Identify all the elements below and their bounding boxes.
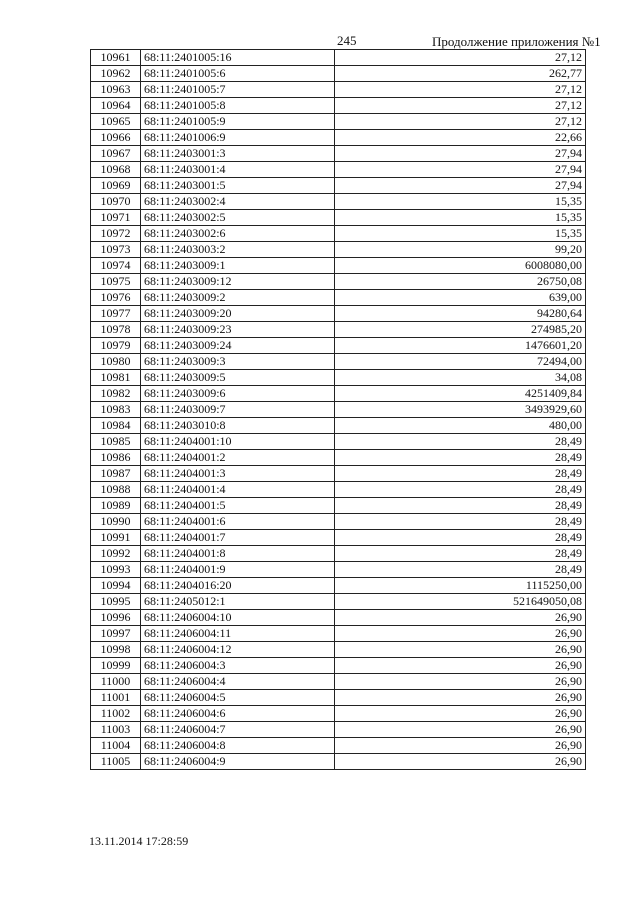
table-row bbox=[91, 562, 586, 578]
cadastral-number-cell: 68:11:2404001:3 bbox=[141, 466, 335, 482]
cadastral-value-cell: 26,90 bbox=[335, 754, 586, 770]
cadastral-number-cell: 68:11:2403009:20 bbox=[141, 306, 335, 322]
row-number-cell: 10963 bbox=[91, 82, 141, 98]
row-number-cell: 10993 bbox=[91, 562, 141, 578]
cadastral-value-cell: 26,90 bbox=[335, 738, 586, 754]
row-number-cell: 10980 bbox=[91, 354, 141, 370]
row-number-cell: 10991 bbox=[91, 530, 141, 546]
row-number-cell: 10992 bbox=[91, 546, 141, 562]
cadastral-value-cell: 15,35 bbox=[335, 210, 586, 226]
cadastral-value-cell: 26,90 bbox=[335, 658, 586, 674]
cadastral-value-cell: 27,94 bbox=[335, 178, 586, 194]
cadastral-value-cell: 28,49 bbox=[335, 562, 586, 578]
row-number-cell: 10999 bbox=[91, 658, 141, 674]
row-number-cell: 10961 bbox=[91, 50, 141, 66]
row-number-cell: 10966 bbox=[91, 130, 141, 146]
cadastral-number-cell: 68:11:2406004:5 bbox=[141, 690, 335, 706]
table-row bbox=[91, 738, 586, 754]
table-row bbox=[91, 674, 586, 690]
cadastral-number-cell: 68:11:2404001:4 bbox=[141, 482, 335, 498]
cadastral-number-cell: 68:11:2403009:7 bbox=[141, 402, 335, 418]
row-number-cell: 11005 bbox=[91, 754, 141, 770]
table-row bbox=[91, 754, 586, 770]
cadastral-number-cell: 68:11:2403002:5 bbox=[141, 210, 335, 226]
cadastral-value-cell: 99,20 bbox=[335, 242, 586, 258]
row-number-cell: 11004 bbox=[91, 738, 141, 754]
cadastral-number-cell: 68:11:2404001:10 bbox=[141, 434, 335, 450]
table-row bbox=[91, 450, 586, 466]
cadastral-value-cell: 27,94 bbox=[335, 162, 586, 178]
cadastral-value-cell: 28,49 bbox=[335, 546, 586, 562]
cadastral-number-cell: 68:11:2403009:2 bbox=[141, 290, 335, 306]
cadastral-number-cell: 68:11:2404001:2 bbox=[141, 450, 335, 466]
table-row bbox=[91, 178, 586, 194]
table-row bbox=[91, 50, 586, 66]
cadastral-value-cell: 28,49 bbox=[335, 466, 586, 482]
table-row bbox=[91, 658, 586, 674]
cadastral-number-cell: 68:11:2406004:6 bbox=[141, 706, 335, 722]
row-number-cell: 10994 bbox=[91, 578, 141, 594]
cadastral-value-cell: 3493929,60 bbox=[335, 402, 586, 418]
row-number-cell: 10965 bbox=[91, 114, 141, 130]
cadastral-number-cell: 68:11:2406004:7 bbox=[141, 722, 335, 738]
cadastral-number-cell: 68:11:2403001:4 bbox=[141, 162, 335, 178]
table-row bbox=[91, 722, 586, 738]
cadastral-value-cell: 1115250,00 bbox=[335, 578, 586, 594]
cadastral-number-cell: 68:11:2401005:6 bbox=[141, 66, 335, 82]
table-row bbox=[91, 210, 586, 226]
table-row bbox=[91, 98, 586, 114]
cadastral-value-cell: 15,35 bbox=[335, 226, 586, 242]
cadastral-number-cell: 68:11:2406004:9 bbox=[141, 754, 335, 770]
cadastral-value-cell: 15,35 bbox=[335, 194, 586, 210]
cadastral-number-cell: 68:11:2403009:6 bbox=[141, 386, 335, 402]
cadastral-value-cell: 26,90 bbox=[335, 610, 586, 626]
cadastral-value-cell: 27,12 bbox=[335, 50, 586, 66]
cadastral-number-cell: 68:11:2403002:6 bbox=[141, 226, 335, 242]
cadastral-number-cell: 68:11:2404001:9 bbox=[141, 562, 335, 578]
footer-timestamp: 13.11.2014 17:28:59 bbox=[89, 834, 189, 848]
cadastral-number-cell: 68:11:2403009:23 bbox=[141, 322, 335, 338]
cadastral-value-cell: 27,12 bbox=[335, 114, 586, 130]
cadastral-number-cell: 68:11:2403010:8 bbox=[141, 418, 335, 434]
row-number-cell: 10998 bbox=[91, 642, 141, 658]
row-number-cell: 10990 bbox=[91, 514, 141, 530]
table-row bbox=[91, 610, 586, 626]
cadastral-number-cell: 68:11:2403009:12 bbox=[141, 274, 335, 290]
cadastral-number-cell: 68:11:2406004:11 bbox=[141, 626, 335, 642]
cadastral-number-cell: 68:11:2404001:8 bbox=[141, 546, 335, 562]
cadastral-number-cell: 68:11:2401005:7 bbox=[141, 82, 335, 98]
cadastral-value-cell: 4251409,84 bbox=[335, 386, 586, 402]
row-number-cell: 10974 bbox=[91, 258, 141, 274]
row-number-cell: 10984 bbox=[91, 418, 141, 434]
cadastral-number-cell: 68:11:2403002:4 bbox=[141, 194, 335, 210]
table-row bbox=[91, 130, 586, 146]
table-row bbox=[91, 66, 586, 82]
table-row bbox=[91, 258, 586, 274]
row-number-cell: 11001 bbox=[91, 690, 141, 706]
table-row bbox=[91, 338, 586, 354]
cadastral-value-cell: 34,08 bbox=[335, 370, 586, 386]
table-row bbox=[91, 498, 586, 514]
row-number-cell: 10976 bbox=[91, 290, 141, 306]
row-number-cell: 10978 bbox=[91, 322, 141, 338]
page-number: 245 bbox=[337, 33, 357, 48]
table-row bbox=[91, 530, 586, 546]
row-number-cell: 10986 bbox=[91, 450, 141, 466]
cadastral-number-cell: 68:11:2403003:2 bbox=[141, 242, 335, 258]
row-number-cell: 10971 bbox=[91, 210, 141, 226]
row-number-cell: 11002 bbox=[91, 706, 141, 722]
cadastral-number-cell: 68:11:2404001:6 bbox=[141, 514, 335, 530]
cadastral-value-cell: 26,90 bbox=[335, 642, 586, 658]
table-row bbox=[91, 546, 586, 562]
row-number-cell: 10989 bbox=[91, 498, 141, 514]
table-row bbox=[91, 194, 586, 210]
table-row bbox=[91, 354, 586, 370]
cadastral-value-cell: 639,00 bbox=[335, 290, 586, 306]
cadastral-value-cell: 27,94 bbox=[335, 146, 586, 162]
row-number-cell: 10968 bbox=[91, 162, 141, 178]
table-row bbox=[91, 114, 586, 130]
cadastral-value-cell: 480,00 bbox=[335, 418, 586, 434]
row-number-cell: 10972 bbox=[91, 226, 141, 242]
cadastral-number-cell: 68:11:2406004:12 bbox=[141, 642, 335, 658]
table-row bbox=[91, 690, 586, 706]
cadastral-number-cell: 68:11:2403009:3 bbox=[141, 354, 335, 370]
cadastral-value-cell: 26,90 bbox=[335, 722, 586, 738]
row-number-cell: 10983 bbox=[91, 402, 141, 418]
cadastral-number-cell: 68:11:2403009:5 bbox=[141, 370, 335, 386]
table-row bbox=[91, 226, 586, 242]
table-row bbox=[91, 402, 586, 418]
table-row bbox=[91, 466, 586, 482]
page-header-title: Продолжение приложения №1 bbox=[432, 34, 601, 49]
cadastral-value-cell: 28,49 bbox=[335, 498, 586, 514]
table-row bbox=[91, 290, 586, 306]
table-row bbox=[91, 642, 586, 658]
table-row bbox=[91, 386, 586, 402]
cadastral-value-table bbox=[90, 49, 586, 770]
row-number-cell: 10997 bbox=[91, 626, 141, 642]
table-row bbox=[91, 82, 586, 98]
table-row bbox=[91, 626, 586, 642]
cadastral-number-cell: 68:11:2403001:5 bbox=[141, 178, 335, 194]
row-number-cell: 10969 bbox=[91, 178, 141, 194]
cadastral-value-cell: 28,49 bbox=[335, 450, 586, 466]
cadastral-value-cell: 6008080,00 bbox=[335, 258, 586, 274]
cadastral-value-cell: 22,66 bbox=[335, 130, 586, 146]
cadastral-value-cell: 94280,64 bbox=[335, 306, 586, 322]
cadastral-number-cell: 68:11:2406004:4 bbox=[141, 674, 335, 690]
row-number-cell: 10964 bbox=[91, 98, 141, 114]
table-row bbox=[91, 482, 586, 498]
table-row bbox=[91, 274, 586, 290]
row-number-cell: 10975 bbox=[91, 274, 141, 290]
row-number-cell: 11003 bbox=[91, 722, 141, 738]
row-number-cell: 10988 bbox=[91, 482, 141, 498]
row-number-cell: 10995 bbox=[91, 594, 141, 610]
table-row bbox=[91, 418, 586, 434]
cadastral-value-cell: 262,77 bbox=[335, 66, 586, 82]
table-row bbox=[91, 706, 586, 722]
row-number-cell: 10973 bbox=[91, 242, 141, 258]
cadastral-value-cell: 274985,20 bbox=[335, 322, 586, 338]
row-number-cell: 10967 bbox=[91, 146, 141, 162]
cadastral-value-cell: 27,12 bbox=[335, 82, 586, 98]
row-number-cell: 10987 bbox=[91, 466, 141, 482]
row-number-cell: 10970 bbox=[91, 194, 141, 210]
cadastral-value-cell: 26,90 bbox=[335, 706, 586, 722]
cadastral-number-cell: 68:11:2401005:9 bbox=[141, 114, 335, 130]
cadastral-number-cell: 68:11:2401005:16 bbox=[141, 50, 335, 66]
cadastral-number-cell: 68:11:2405012:1 bbox=[141, 594, 335, 610]
table-row bbox=[91, 162, 586, 178]
cadastral-value-cell: 28,49 bbox=[335, 514, 586, 530]
row-number-cell: 10979 bbox=[91, 338, 141, 354]
cadastral-value-cell: 26750,08 bbox=[335, 274, 586, 290]
cadastral-value-cell: 28,49 bbox=[335, 482, 586, 498]
table-row bbox=[91, 578, 586, 594]
cadastral-value-cell: 28,49 bbox=[335, 434, 586, 450]
cadastral-number-cell: 68:11:2406004:10 bbox=[141, 610, 335, 626]
cadastral-number-cell: 68:11:2401005:8 bbox=[141, 98, 335, 114]
row-number-cell: 11000 bbox=[91, 674, 141, 690]
table-row bbox=[91, 594, 586, 610]
cadastral-number-cell: 68:11:2401006:9 bbox=[141, 130, 335, 146]
cadastral-value-cell: 1476601,20 bbox=[335, 338, 586, 354]
cadastral-number-cell: 68:11:2404001:5 bbox=[141, 498, 335, 514]
cadastral-number-cell: 68:11:2403009:1 bbox=[141, 258, 335, 274]
row-number-cell: 10981 bbox=[91, 370, 141, 386]
cadastral-value-cell: 28,49 bbox=[335, 530, 586, 546]
cadastral-number-cell: 68:11:2403009:24 bbox=[141, 338, 335, 354]
table-row bbox=[91, 306, 586, 322]
table-row bbox=[91, 370, 586, 386]
cadastral-value-cell: 27,12 bbox=[335, 98, 586, 114]
table-row bbox=[91, 146, 586, 162]
table-row bbox=[91, 322, 586, 338]
cadastral-value-cell: 26,90 bbox=[335, 690, 586, 706]
cadastral-number-cell: 68:11:2406004:3 bbox=[141, 658, 335, 674]
cadastral-number-cell: 68:11:2404001:7 bbox=[141, 530, 335, 546]
table-row bbox=[91, 434, 586, 450]
cadastral-number-cell: 68:11:2403001:3 bbox=[141, 146, 335, 162]
table-row bbox=[91, 514, 586, 530]
row-number-cell: 10985 bbox=[91, 434, 141, 450]
cadastral-number-cell: 68:11:2404016:20 bbox=[141, 578, 335, 594]
cadastral-number-cell: 68:11:2406004:8 bbox=[141, 738, 335, 754]
table-row bbox=[91, 242, 586, 258]
cadastral-value-cell: 521649050,08 bbox=[335, 594, 586, 610]
row-number-cell: 10996 bbox=[91, 610, 141, 626]
cadastral-value-cell: 26,90 bbox=[335, 674, 586, 690]
row-number-cell: 10962 bbox=[91, 66, 141, 82]
row-number-cell: 10977 bbox=[91, 306, 141, 322]
cadastral-value-cell: 72494,00 bbox=[335, 354, 586, 370]
row-number-cell: 10982 bbox=[91, 386, 141, 402]
cadastral-value-cell: 26,90 bbox=[335, 626, 586, 642]
